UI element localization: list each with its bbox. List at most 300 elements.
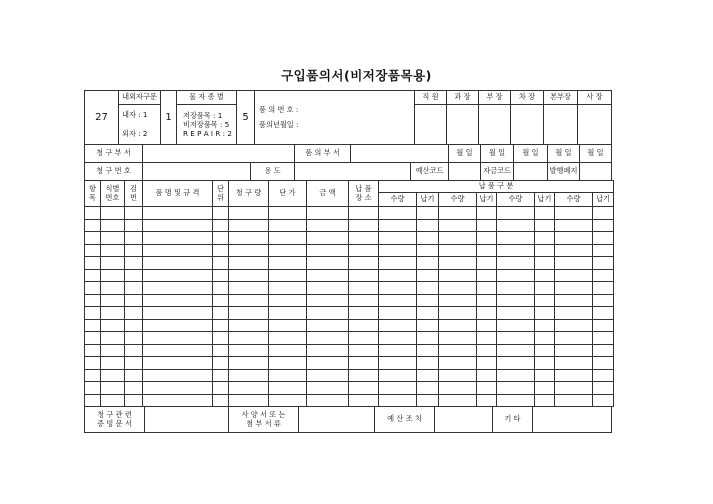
table-cell[interactable] <box>229 394 269 407</box>
table-cell[interactable] <box>213 382 229 395</box>
proposal-dept-field[interactable] <box>351 145 449 163</box>
table-cell[interactable] <box>213 332 229 345</box>
table-cell[interactable] <box>349 382 379 395</box>
table-cell[interactable] <box>213 282 229 295</box>
table-cell[interactable] <box>535 294 555 307</box>
table-cell[interactable] <box>555 282 593 295</box>
table-cell[interactable] <box>213 394 229 407</box>
table-cell[interactable] <box>379 357 417 370</box>
table-cell[interactable] <box>535 319 555 332</box>
table-cell[interactable] <box>535 282 555 295</box>
table-cell[interactable] <box>269 332 307 345</box>
table-cell[interactable] <box>439 332 477 345</box>
table-cell[interactable] <box>497 357 535 370</box>
table-cell[interactable] <box>125 244 143 257</box>
table-cell[interactable] <box>101 357 125 370</box>
table-cell[interactable] <box>379 344 417 357</box>
table-cell[interactable] <box>555 307 593 320</box>
table-cell[interactable] <box>269 244 307 257</box>
table-cell[interactable] <box>101 219 125 232</box>
table-cell[interactable] <box>497 394 535 407</box>
table-cell[interactable] <box>379 282 417 295</box>
table-cell[interactable] <box>555 257 593 270</box>
table-cell[interactable] <box>269 382 307 395</box>
table-cell[interactable] <box>307 344 349 357</box>
table-cell[interactable] <box>307 232 349 245</box>
table-cell[interactable] <box>269 269 307 282</box>
etc-field[interactable] <box>533 407 612 433</box>
table-cell[interactable] <box>417 269 439 282</box>
table-cell[interactable] <box>213 369 229 382</box>
table-cell[interactable] <box>593 294 614 307</box>
table-cell[interactable] <box>555 357 593 370</box>
table-cell[interactable] <box>143 232 213 245</box>
table-cell[interactable] <box>439 319 477 332</box>
table-cell[interactable] <box>229 344 269 357</box>
table-cell[interactable] <box>535 357 555 370</box>
table-cell[interactable] <box>85 369 101 382</box>
table-cell[interactable] <box>307 307 349 320</box>
table-cell[interactable] <box>101 244 125 257</box>
table-cell[interactable] <box>593 369 614 382</box>
table-cell[interactable] <box>85 269 101 282</box>
table-cell[interactable] <box>307 357 349 370</box>
table-cell[interactable] <box>417 207 439 220</box>
table-cell[interactable] <box>379 332 417 345</box>
table-cell[interactable] <box>349 282 379 295</box>
table-cell[interactable] <box>439 207 477 220</box>
table-cell[interactable] <box>497 319 535 332</box>
table-cell[interactable] <box>307 257 349 270</box>
date-stamp-1[interactable]: 월 일 <box>449 145 481 163</box>
table-cell[interactable] <box>555 319 593 332</box>
table-cell[interactable] <box>143 344 213 357</box>
table-cell[interactable] <box>477 369 497 382</box>
table-cell[interactable] <box>477 269 497 282</box>
table-cell[interactable] <box>101 369 125 382</box>
table-cell[interactable] <box>497 369 535 382</box>
table-cell[interactable] <box>349 232 379 245</box>
table-cell[interactable] <box>85 319 101 332</box>
table-cell[interactable] <box>229 269 269 282</box>
table-cell[interactable] <box>439 307 477 320</box>
table-cell[interactable] <box>307 219 349 232</box>
table-cell[interactable] <box>269 232 307 245</box>
table-cell[interactable] <box>125 319 143 332</box>
table-cell[interactable] <box>269 282 307 295</box>
table-cell[interactable] <box>307 282 349 295</box>
table-cell[interactable] <box>349 307 379 320</box>
table-cell[interactable] <box>269 257 307 270</box>
table-cell[interactable] <box>439 382 477 395</box>
table-cell[interactable] <box>85 257 101 270</box>
table-cell[interactable] <box>349 269 379 282</box>
table-cell[interactable] <box>349 357 379 370</box>
table-cell[interactable] <box>477 394 497 407</box>
table-cell[interactable] <box>85 207 101 220</box>
table-cell[interactable] <box>555 219 593 232</box>
material-value[interactable]: 5 <box>237 91 255 145</box>
table-cell[interactable] <box>439 282 477 295</box>
date-stamp-4[interactable]: 월 일 <box>548 145 580 163</box>
table-cell[interactable] <box>593 207 614 220</box>
table-cell[interactable] <box>379 219 417 232</box>
table-cell[interactable] <box>593 269 614 282</box>
table-cell[interactable] <box>101 319 125 332</box>
table-cell[interactable] <box>349 207 379 220</box>
table-cell[interactable] <box>349 369 379 382</box>
table-cell[interactable] <box>535 269 555 282</box>
table-cell[interactable] <box>593 382 614 395</box>
table-cell[interactable] <box>229 219 269 232</box>
table-cell[interactable] <box>143 369 213 382</box>
origin-value[interactable]: 1 <box>161 91 177 145</box>
related-docs-field[interactable] <box>145 407 229 433</box>
table-cell[interactable] <box>477 294 497 307</box>
table-cell[interactable] <box>417 244 439 257</box>
table-cell[interactable] <box>229 357 269 370</box>
table-cell[interactable] <box>349 319 379 332</box>
table-cell[interactable] <box>535 307 555 320</box>
table-cell[interactable] <box>535 332 555 345</box>
budget-code-field[interactable] <box>449 163 481 181</box>
table-cell[interactable] <box>593 357 614 370</box>
request-info <box>255 91 415 145</box>
table-cell[interactable] <box>535 369 555 382</box>
table-cell[interactable] <box>213 269 229 282</box>
table-cell[interactable] <box>535 394 555 407</box>
table-cell[interactable] <box>593 257 614 270</box>
table-cell[interactable] <box>101 394 125 407</box>
table-cell[interactable] <box>213 319 229 332</box>
table-cell[interactable] <box>125 232 143 245</box>
table-cell[interactable] <box>213 207 229 220</box>
table-cell[interactable] <box>213 344 229 357</box>
sign-box-manager[interactable] <box>479 105 511 145</box>
sub-qty-4: 수량 <box>555 193 593 207</box>
table-cell[interactable] <box>439 232 477 245</box>
table-cell[interactable] <box>477 332 497 345</box>
table-cell[interactable] <box>125 382 143 395</box>
table-cell[interactable] <box>439 294 477 307</box>
table-cell[interactable] <box>101 382 125 395</box>
table-cell[interactable] <box>307 244 349 257</box>
table-cell[interactable] <box>497 257 535 270</box>
table-cell[interactable] <box>555 382 593 395</box>
table-cell[interactable] <box>593 219 614 232</box>
table-cell[interactable] <box>125 219 143 232</box>
table-cell[interactable] <box>439 257 477 270</box>
table-cell[interactable] <box>307 369 349 382</box>
table-cell[interactable] <box>125 282 143 295</box>
table-cell[interactable] <box>125 294 143 307</box>
table-cell[interactable] <box>535 219 555 232</box>
table-cell[interactable] <box>143 219 213 232</box>
table-cell[interactable] <box>593 319 614 332</box>
table-cell[interactable] <box>85 382 101 395</box>
table-cell[interactable] <box>229 282 269 295</box>
table-cell[interactable] <box>477 257 497 270</box>
table-cell[interactable] <box>497 382 535 395</box>
table-cell[interactable] <box>125 207 143 220</box>
budget-action-label: 예 산 조 치 <box>375 407 435 433</box>
table-cell[interactable] <box>439 244 477 257</box>
table-cell[interactable] <box>229 257 269 270</box>
table-cell[interactable] <box>497 219 535 232</box>
table-cell[interactable] <box>379 369 417 382</box>
table-cell[interactable] <box>85 344 101 357</box>
table-cell[interactable] <box>307 319 349 332</box>
table-cell[interactable] <box>307 269 349 282</box>
table-cell[interactable] <box>269 294 307 307</box>
table-cell[interactable] <box>417 257 439 270</box>
table-cell[interactable] <box>535 244 555 257</box>
table-cell[interactable] <box>477 357 497 370</box>
table-cell[interactable] <box>417 332 439 345</box>
table-cell[interactable] <box>101 282 125 295</box>
table-cell[interactable] <box>497 207 535 220</box>
table-cell[interactable] <box>593 332 614 345</box>
table-cell[interactable] <box>555 244 593 257</box>
table-cell[interactable] <box>477 344 497 357</box>
table-cell[interactable] <box>497 344 535 357</box>
table-cell[interactable] <box>497 282 535 295</box>
table-cell[interactable] <box>555 394 593 407</box>
table-cell[interactable] <box>269 207 307 220</box>
table-cell[interactable] <box>593 344 614 357</box>
table-cell[interactable] <box>213 219 229 232</box>
table-cell[interactable] <box>307 294 349 307</box>
table-cell[interactable] <box>101 307 125 320</box>
table-cell[interactable] <box>417 219 439 232</box>
table-cell[interactable] <box>439 394 477 407</box>
table-cell[interactable] <box>555 332 593 345</box>
table-cell[interactable] <box>143 332 213 345</box>
table-cell[interactable] <box>439 357 477 370</box>
table-cell[interactable] <box>417 282 439 295</box>
table-cell[interactable] <box>125 369 143 382</box>
table-cell[interactable] <box>379 207 417 220</box>
table-cell[interactable] <box>101 344 125 357</box>
table-cell[interactable] <box>229 369 269 382</box>
table-cell[interactable] <box>417 294 439 307</box>
table-cell[interactable] <box>213 307 229 320</box>
table-cell[interactable] <box>555 207 593 220</box>
table-cell[interactable] <box>101 294 125 307</box>
table-cell[interactable] <box>477 244 497 257</box>
sign-box-section-chief[interactable] <box>447 105 479 145</box>
table-cell[interactable] <box>125 394 143 407</box>
table-cell[interactable] <box>101 332 125 345</box>
table-cell[interactable] <box>593 394 614 407</box>
table-cell[interactable] <box>497 244 535 257</box>
table-cell[interactable] <box>101 257 125 270</box>
table-cell[interactable] <box>535 257 555 270</box>
date-stamp-3[interactable]: 월 일 <box>514 145 548 163</box>
table-cell[interactable] <box>439 369 477 382</box>
table-cell[interactable] <box>143 257 213 270</box>
table-cell[interactable] <box>349 257 379 270</box>
table-cell[interactable] <box>85 332 101 345</box>
table-cell[interactable] <box>85 219 101 232</box>
table-cell[interactable] <box>379 244 417 257</box>
sign-box-president[interactable] <box>578 105 612 145</box>
table-cell[interactable] <box>535 382 555 395</box>
table-cell[interactable] <box>213 294 229 307</box>
table-cell[interactable] <box>477 307 497 320</box>
table-cell[interactable] <box>477 219 497 232</box>
table-cell[interactable] <box>379 232 417 245</box>
table-cell[interactable] <box>143 319 213 332</box>
table-cell[interactable] <box>439 344 477 357</box>
table-cell[interactable] <box>143 294 213 307</box>
table-cell[interactable] <box>417 357 439 370</box>
table-cell[interactable] <box>85 357 101 370</box>
table-cell[interactable] <box>349 219 379 232</box>
table-cell[interactable] <box>349 294 379 307</box>
table-cell[interactable] <box>497 332 535 345</box>
table-cell[interactable] <box>555 232 593 245</box>
table-cell[interactable] <box>307 207 349 220</box>
table-cell[interactable] <box>593 282 614 295</box>
table-cell[interactable] <box>125 357 143 370</box>
table-cell[interactable] <box>143 244 213 257</box>
table-cell[interactable] <box>85 244 101 257</box>
table-cell[interactable] <box>417 382 439 395</box>
table-cell[interactable] <box>229 307 269 320</box>
table-cell[interactable] <box>143 282 213 295</box>
table-cell[interactable] <box>143 382 213 395</box>
table-cell[interactable] <box>143 357 213 370</box>
table-cell[interactable] <box>477 207 497 220</box>
budget-action-field[interactable] <box>435 407 493 433</box>
table-cell[interactable] <box>349 394 379 407</box>
table-cell[interactable] <box>477 319 497 332</box>
table-row <box>85 319 614 332</box>
table-cell[interactable] <box>269 307 307 320</box>
table-cell[interactable] <box>555 269 593 282</box>
table-cell[interactable] <box>101 269 125 282</box>
table-cell[interactable] <box>229 332 269 345</box>
table-cell[interactable] <box>307 382 349 395</box>
table-cell[interactable] <box>497 307 535 320</box>
table-cell[interactable] <box>143 307 213 320</box>
table-cell[interactable] <box>439 219 477 232</box>
fund-code-field[interactable] <box>514 163 548 181</box>
table-cell[interactable] <box>477 282 497 295</box>
table-cell[interactable] <box>417 232 439 245</box>
table-cell[interactable] <box>535 344 555 357</box>
table-cell[interactable] <box>349 244 379 257</box>
table-cell[interactable] <box>497 294 535 307</box>
table-cell[interactable] <box>379 294 417 307</box>
table-cell[interactable] <box>269 357 307 370</box>
table-cell[interactable] <box>125 307 143 320</box>
table-cell[interactable] <box>125 269 143 282</box>
table-cell[interactable] <box>555 344 593 357</box>
table-cell[interactable] <box>349 344 379 357</box>
table-cell[interactable] <box>379 394 417 407</box>
table-cell[interactable] <box>213 257 229 270</box>
table-cell[interactable] <box>379 257 417 270</box>
table-cell[interactable] <box>417 307 439 320</box>
table-cell[interactable] <box>229 232 269 245</box>
date-stamp-2[interactable]: 월 일 <box>481 145 514 163</box>
table-cell[interactable] <box>593 307 614 320</box>
table-cell[interactable] <box>143 394 213 407</box>
table-cell[interactable] <box>535 232 555 245</box>
table-cell[interactable] <box>213 232 229 245</box>
table-cell[interactable] <box>125 344 143 357</box>
req-no-field[interactable] <box>143 163 251 181</box>
sign-box-deputy[interactable] <box>511 105 544 145</box>
table-cell[interactable] <box>307 394 349 407</box>
table-cell[interactable] <box>85 282 101 295</box>
table-cell[interactable] <box>269 394 307 407</box>
table-cell[interactable] <box>143 269 213 282</box>
table-cell[interactable] <box>439 269 477 282</box>
table-cell[interactable] <box>143 207 213 220</box>
table-cell[interactable] <box>125 257 143 270</box>
sign-box-director[interactable] <box>544 105 578 145</box>
table-cell[interactable] <box>379 382 417 395</box>
table-cell[interactable] <box>535 207 555 220</box>
table-cell[interactable] <box>229 244 269 257</box>
table-cell[interactable] <box>229 382 269 395</box>
table-cell[interactable] <box>269 369 307 382</box>
table-cell[interactable] <box>555 369 593 382</box>
table-cell[interactable] <box>593 244 614 257</box>
table-cell[interactable] <box>213 357 229 370</box>
table-cell[interactable] <box>497 232 535 245</box>
table-cell[interactable] <box>229 294 269 307</box>
sign-box-staff[interactable] <box>415 105 447 145</box>
table-cell[interactable] <box>229 207 269 220</box>
table-cell[interactable] <box>269 219 307 232</box>
date-stamp-5[interactable]: 월 일 <box>580 145 612 163</box>
table-cell[interactable] <box>555 294 593 307</box>
table-cell[interactable] <box>349 332 379 345</box>
req-dept-field[interactable] <box>143 145 295 163</box>
table-cell[interactable] <box>477 232 497 245</box>
table-cell[interactable] <box>379 319 417 332</box>
table-cell[interactable] <box>593 232 614 245</box>
table-cell[interactable] <box>417 369 439 382</box>
table-cell[interactable] <box>85 307 101 320</box>
table-cell[interactable] <box>307 332 349 345</box>
table-cell[interactable] <box>379 307 417 320</box>
table-cell[interactable] <box>125 332 143 345</box>
table-cell[interactable] <box>379 269 417 282</box>
table-cell[interactable] <box>417 319 439 332</box>
table-cell[interactable] <box>269 319 307 332</box>
table-cell[interactable] <box>417 344 439 357</box>
usage-field[interactable] <box>295 163 411 181</box>
table-cell[interactable] <box>85 394 101 407</box>
table-cell[interactable] <box>101 232 125 245</box>
table-cell[interactable] <box>213 244 229 257</box>
table-cell[interactable] <box>229 319 269 332</box>
table-cell[interactable] <box>477 382 497 395</box>
issue-date-field[interactable] <box>580 163 612 181</box>
table-cell[interactable] <box>85 294 101 307</box>
table-cell[interactable] <box>101 207 125 220</box>
table-cell[interactable] <box>497 269 535 282</box>
table-cell[interactable] <box>417 394 439 407</box>
table-cell[interactable] <box>269 344 307 357</box>
table-cell[interactable] <box>85 232 101 245</box>
spec-docs-field[interactable] <box>299 407 375 433</box>
